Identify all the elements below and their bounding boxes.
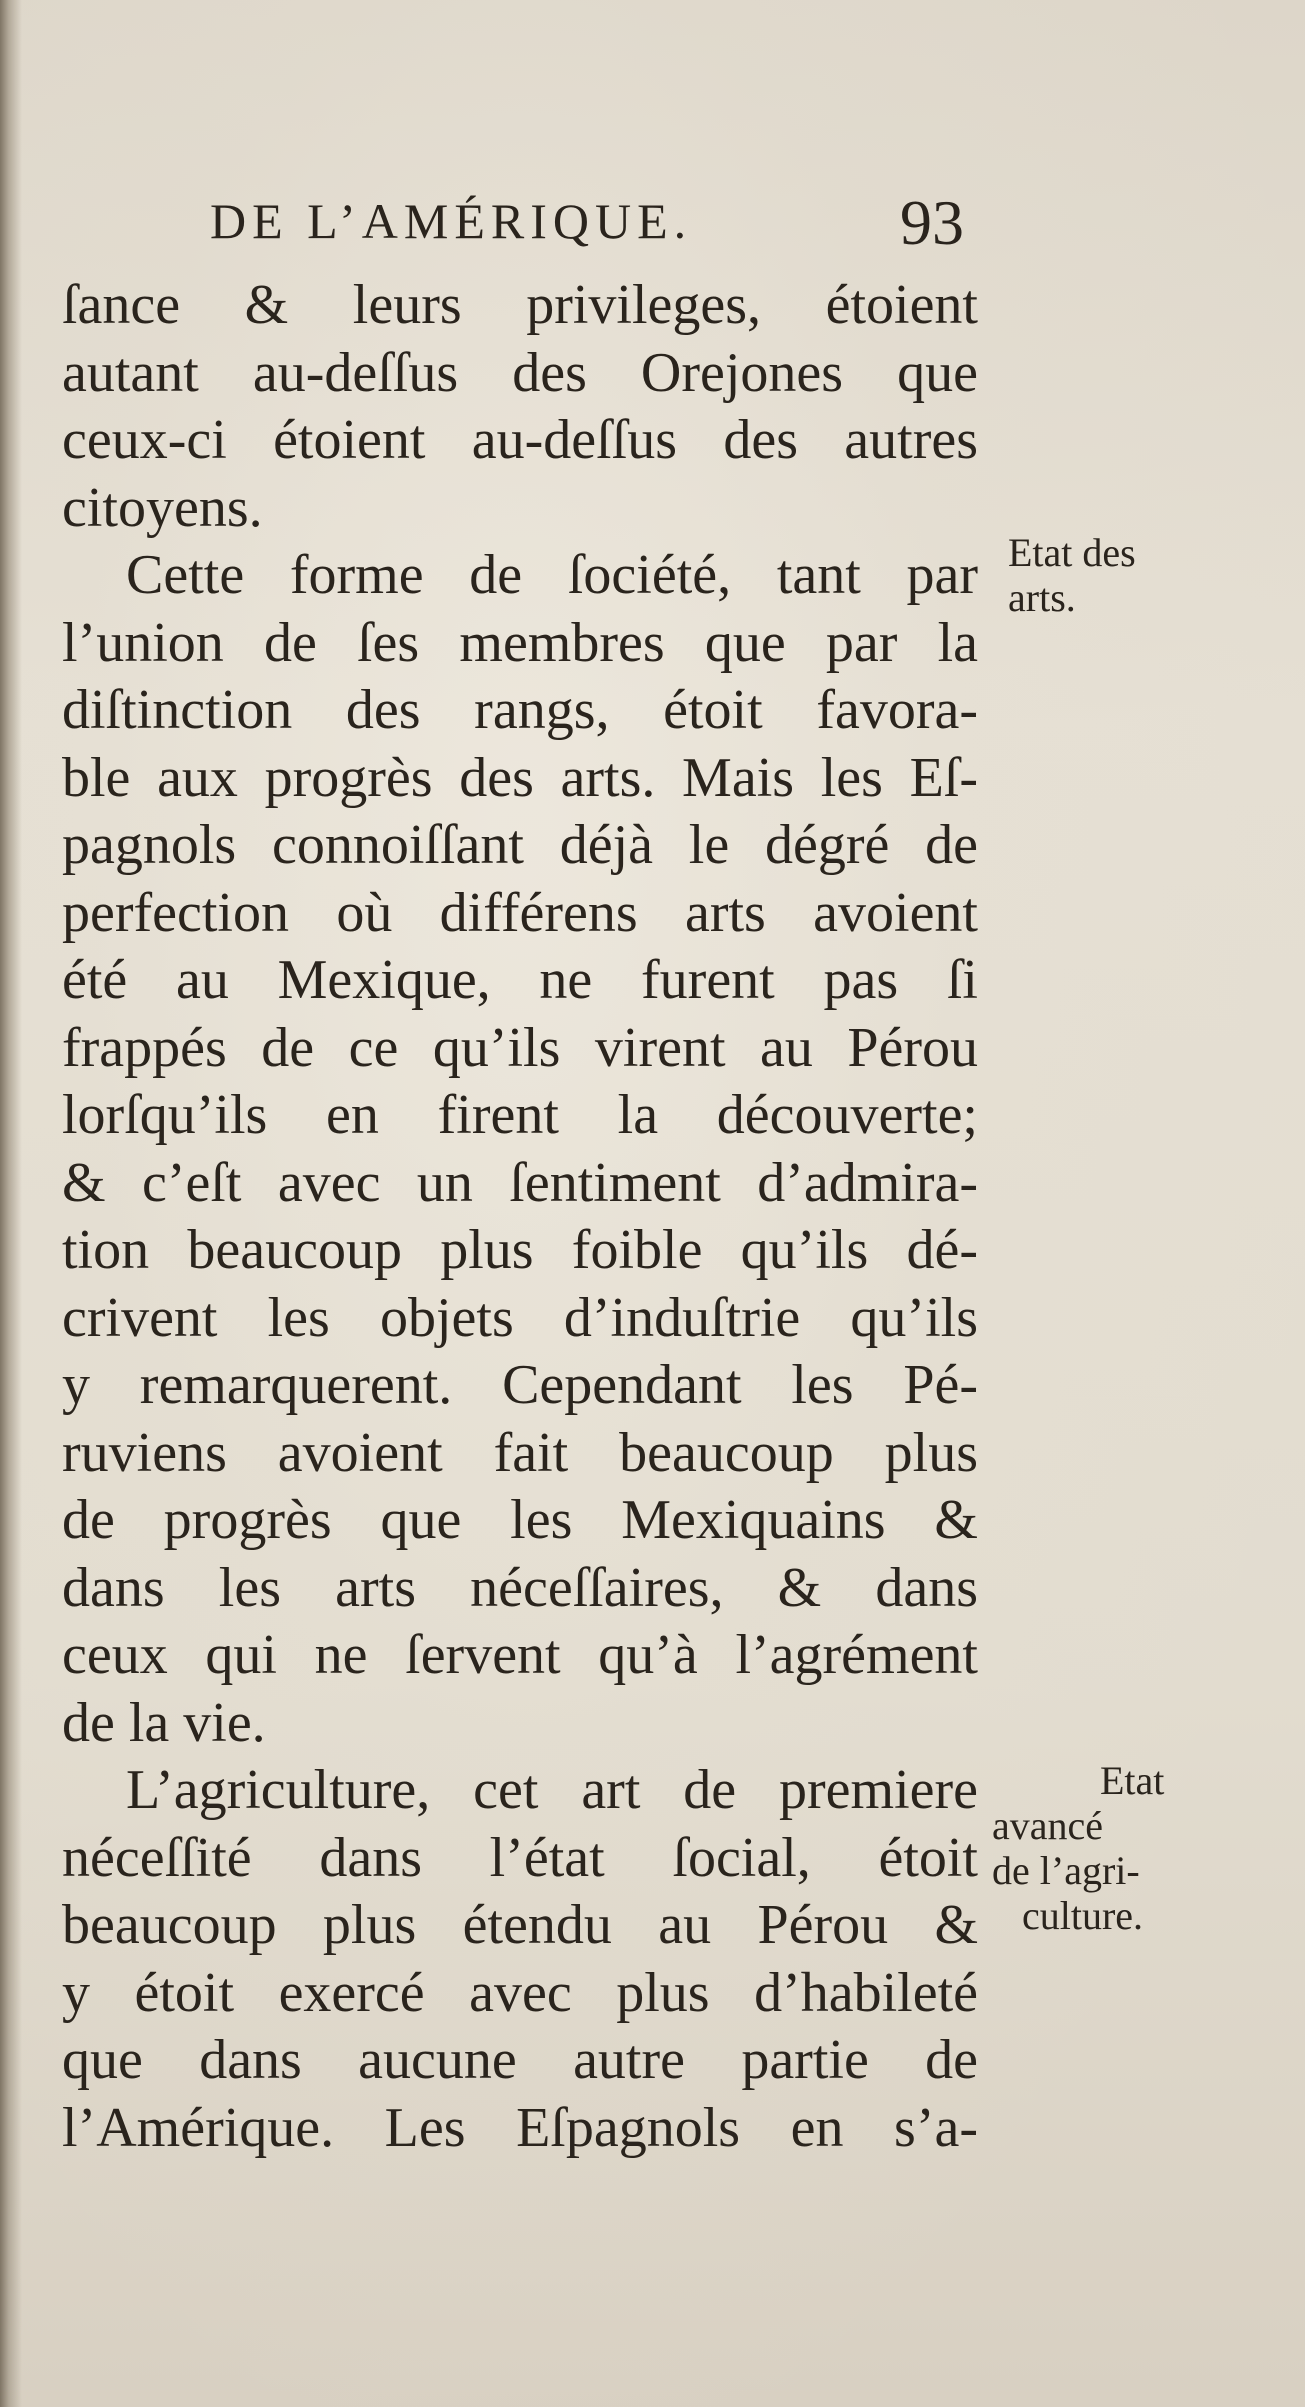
text-line: ble aux progrès des arts. Mais les Eſ- — [62, 746, 978, 809]
text-line: citoyens. — [62, 476, 263, 539]
margin-note-line: avancé — [992, 1803, 1104, 1848]
margin-note-line: de l’agri- — [992, 1848, 1140, 1893]
text-line: Cette forme de ſociété, tant par — [126, 544, 978, 606]
margin-note-line: culture. — [1022, 1893, 1144, 1938]
text-line: lorſqu’ils en firent la découverte; — [62, 1084, 978, 1146]
text-line: été au Mexique, ne furent pas ſi — [62, 949, 978, 1011]
page-header — [210, 186, 970, 266]
text-line: dans les arts néceſſaires, & dans — [62, 1556, 978, 1619]
text-line: diſtinction des rangs, étoit favora- — [62, 679, 978, 741]
text-line: ruviens avoient fait beaucoup plus — [62, 1421, 978, 1484]
text-line: y remarquerent. Cependant les Pé- — [62, 1354, 978, 1416]
text-line: beaucoup plus étendu au Pérou & — [62, 1894, 978, 1956]
text-line: y étoit exercé avec plus d’habileté — [62, 1961, 978, 2024]
text-line: autant au-deſſus des Orejones que — [62, 341, 978, 404]
text-line: de la vie. — [62, 1691, 266, 1754]
text-line: pagnols connoiſſant déjà le dégré de — [62, 814, 978, 876]
body-text — [62, 272, 978, 2162]
text-line: crivent les objets d’induſtrie qu’ils — [62, 1286, 978, 1349]
margin-note-arts — [1008, 530, 1136, 620]
text-line: l’union de ſes membres que par la — [62, 611, 978, 674]
text-line: que dans aucune autre partie de — [62, 2029, 978, 2091]
text-line: néceſſité dans l’état ſocial, étoit — [62, 1826, 978, 1889]
page-number: 93 — [900, 187, 964, 258]
margin-note-line: Etat des — [1008, 530, 1136, 575]
margin-note-agriculture — [992, 1758, 1164, 1938]
text-line: de progrès que les Mexiquains & — [62, 1489, 978, 1551]
text-line: ſance & leurs privileges, étoient — [62, 274, 978, 336]
text-line: perfection où différens arts avoient — [62, 881, 978, 944]
margin-note-line: Etat — [1100, 1758, 1165, 1803]
margin-note-line: arts. — [1008, 575, 1076, 620]
text-line: L’agriculture, cet art de premiere — [126, 1759, 978, 1821]
text-line: frappés de ce qu’ils virent au Pérou — [62, 1016, 978, 1079]
text-line: ceux-ci étoient au-deſſus des autres — [62, 409, 978, 471]
text-line: l’Amérique. Les Eſpagnols en s’a- — [62, 2096, 978, 2159]
text-line: & c’eſt avec un ſentiment d’admira- — [62, 1151, 978, 1214]
text-line: ceux qui ne ſervent qu’à l’agrément — [62, 1624, 978, 1686]
binding-gutter — [0, 0, 22, 2407]
running-title: DE L’AMÉRIQUE. — [210, 193, 693, 249]
text-line: tion beaucoup plus foible qu’ils dé- — [62, 1219, 978, 1281]
